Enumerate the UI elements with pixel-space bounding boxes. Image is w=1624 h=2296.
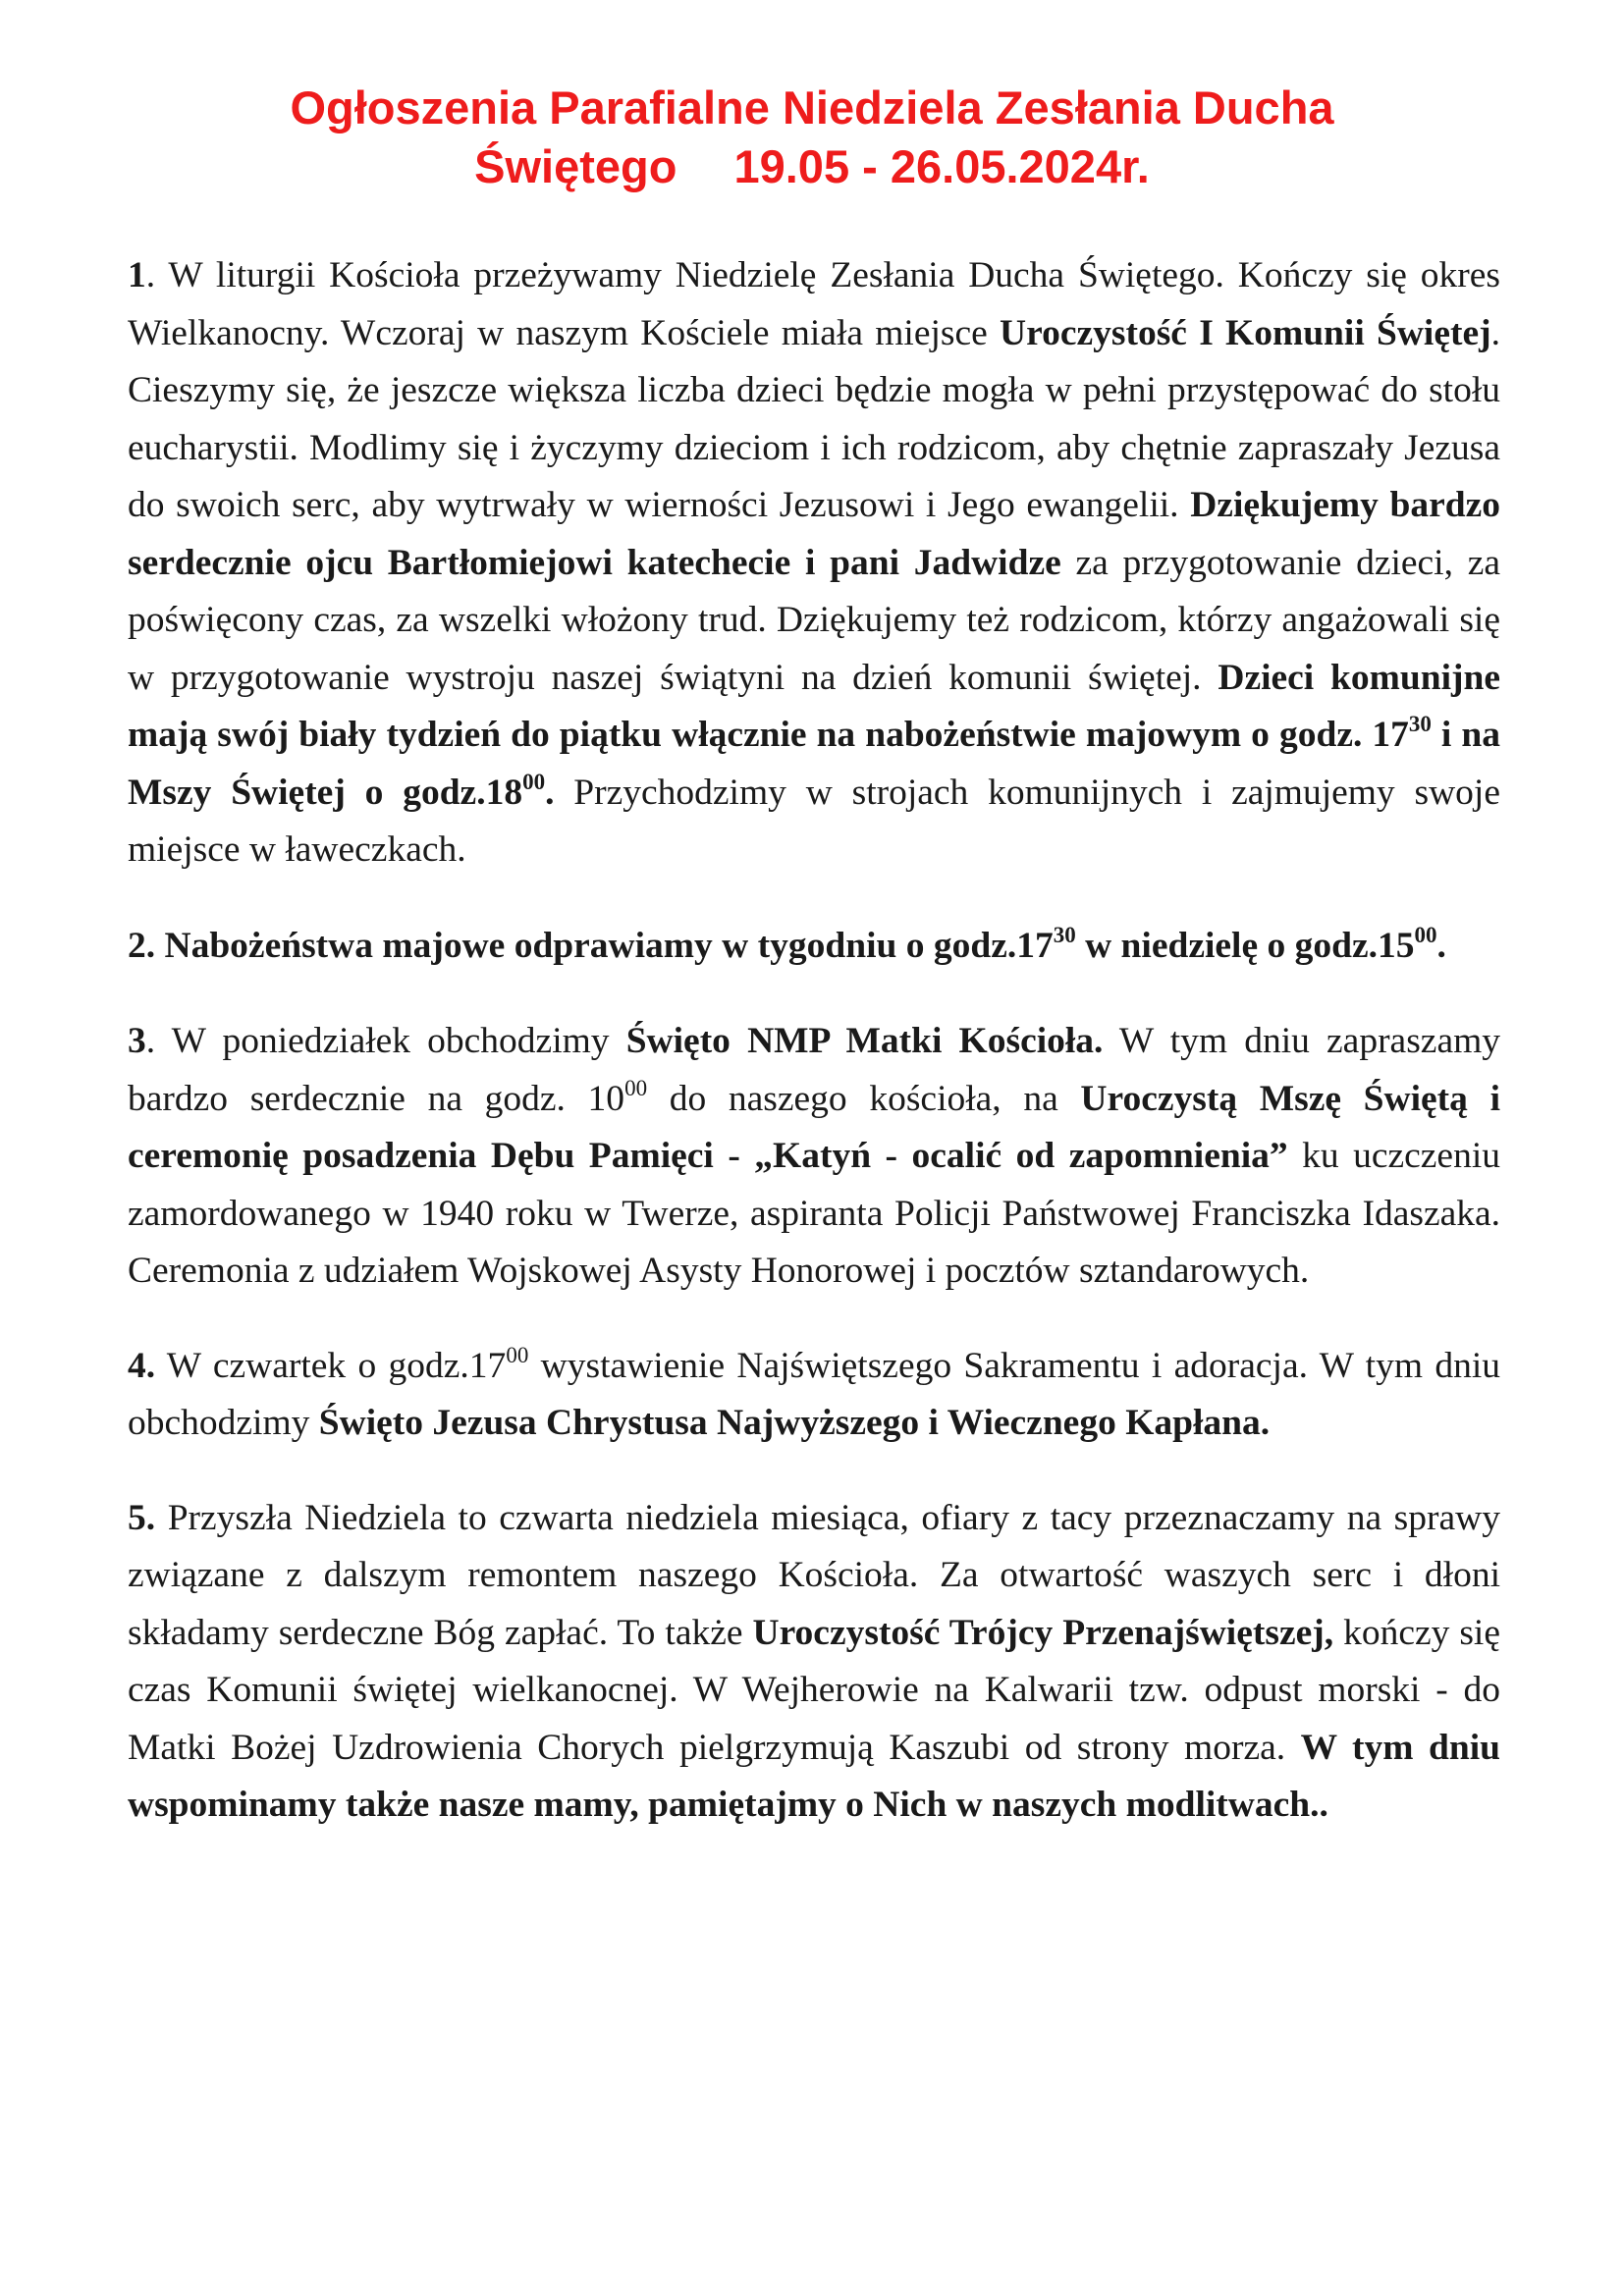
text: . W liturgii Kościoła przeżywamy Niedzielę Zesłania Ducha Świętego. Kończy się okres Wielkanocny. Wczoraj w naszym Kościele miała miejsce [128,255,1500,353]
announcement-5 [128,1490,1500,1835]
announcement-number: 5. [128,1497,156,1538]
bold-text: Święto Jezusa Chrystusa Najwyższego i Wiecznego Kapłana. [318,1403,1271,1443]
announcement-2 [128,918,1500,976]
text: . Cieszymy się, że jeszcze większa liczba dzieci będzie mogła w pełni przystępować do stołu eucharystii. Modlimy się i życzymy dzieciom i ich rodzicom, aby chętnie zapraszały Jezusa do swoich serc, aby wytrwały w wierności Jezusowi i Jego ewangelii. [128,312,1500,525]
superscript-minutes: 00 [1414,922,1437,947]
announcement-4 [128,1338,1500,1453]
superscript-minutes: 00 [624,1075,648,1100]
superscript-minutes: 00 [506,1342,529,1367]
text: do naszego kościoła, na [647,1078,1081,1119]
announcement-number: 1 [128,255,146,295]
bold-text: Uroczystość I Komunii Świętej [1000,312,1491,353]
bold-text: Święto NMP Matki Kościoła. [625,1021,1104,1061]
announcements-body [128,247,1500,1835]
announcement-1 [128,247,1500,880]
superscript-minutes: 00 [522,769,546,794]
text: wystawienie Najświętszego Sakramentu i adoracja. W tym dniu obchodzimy [128,1345,1500,1443]
bold-text: W tym dniu wspominamy także nasze mamy, pamiętajmy o Nich w naszych modlitwach.. [128,1727,1500,1825]
superscript-minutes: 30 [1408,712,1432,736]
page-title [118,79,1506,196]
bold-text: . [545,772,555,813]
bold-text: Uroczystą Mszę Świętą i ceremonię posadzenia Dębu Pamięci - „Katyń - ocalić od zapomnienia” [128,1078,1500,1176]
text: Przychodzimy w strojach komunijnych i zajmujemy swoje miejsce w ławeczkach. [128,772,1500,870]
text: kończy się czas Komunii świętej wielkanocnej. W Wejherowie na Kalwarii tzw. odpust morski - do Matki Bożej Uzdrowienia Chorych pielgrzymują Kaszubi od strony morza. [128,1612,1500,1768]
announcement-number: 4. [128,1345,156,1386]
title-dates: 19.05 - 26.05.2024r. [733,140,1150,192]
text: W czwartek o godz.17 [155,1345,507,1386]
bold-text: 2. Nabożeństwa majowe odprawiamy w tygodniu o godz.17 [128,925,1054,966]
text: Przyszła Niedziela to czwarta niedziela miesiąca, ofiary z tacy przeznaczamy na sprawy związane z dalszym remontem naszego Kościoła. Za otwartość waszych serc i dłoni składamy serdeczne Bóg zapłać. To także [128,1497,1500,1653]
bold-text: Uroczystość Trójcy Przenajświętszej, [752,1612,1334,1653]
superscript-minutes: 30 [1053,922,1076,947]
text: W tym dniu zapraszamy bardzo serdecznie na godz. 10 [128,1021,1501,1119]
title-line-1: Ogłoszenia Parafialne Niedziela Zesłania Ducha [290,81,1334,133]
bold-text: . [1436,925,1446,966]
bold-text: Dziękujemy bardzo serdecznie ojcu Bartłomiejowi katechecie i pani Jadwidze [128,485,1501,583]
announcement-3 [128,1013,1500,1301]
text: ku uczczeniu zamordowanego w 1940 roku w Twerze, aspiranta Policji Państwowej Franciszka Idaszaka. Ceremonia z udziałem Wojskowej Asysty Honorowej i pocztów sztandarowych. [128,1136,1500,1291]
text: za przygotowanie dzieci, za poświęcony czas, za wszelki włożony trud. Dziękujemy też rodzicom, którzy angażowali się w przygotowanie wystroju naszej świątyni na dzień komunii świętej. [128,542,1500,698]
text: . W poniedziałek obchodzimy [145,1021,626,1061]
bold-text: i na Mszy Świętej o godz.18 [128,715,1500,813]
bold-text: w niedzielę o godz.15 [1075,925,1415,966]
announcement-number: 3 [128,1021,146,1061]
title-line-2: Świętego [474,140,677,192]
bold-text: Dzieci komunijne mają swój biały tydzień do piątku włącznie na nabożeństwie majowym o godz. 17 [128,657,1500,755]
